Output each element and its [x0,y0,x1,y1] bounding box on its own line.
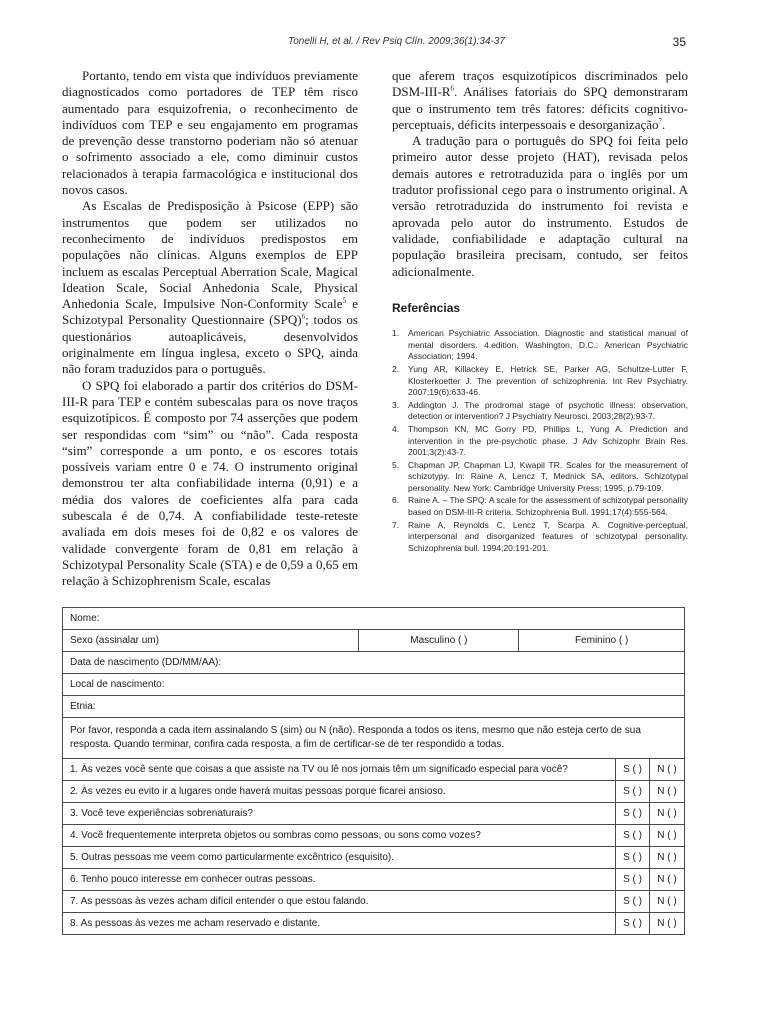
reference-text: Chapman JP, Chapman LJ, Kwapil TR. Scales for the measurement of schizotypy. In: Raine A, Lencz T, Mednick SA, editors. Schizotypal personality. New York: Cambridge University Press; 1995, p.79-109. [408,459,688,493]
reference-text: Addington J. The prodromal stage of psychotic illness: observation, detection or intervention? J Psychiatry Neurosci. 2003;28(2):93-7. [408,399,688,422]
reference-text: Raine A. – The SPQ: A scale for the assessment of schizotypal personality based on DSM-III-R criteria. Schizophrenia Bull. 1991;17(4):555-564. [408,495,688,518]
paragraph: A tradução para o português do SPQ foi feita pelo primeiro autor desse projeto (HAT), revisada pelos demais autores e retrotraduzida para o inglês por um tradutor profissional cego para o instrumento original. A versão retrotraduzida do instrumento foi revista e aprovada pelo autor do instrumento. Estudos de validade, confiabilidade e adaptação cultural na população brasileira precisam, contudo, ser feitos adicionalmente. [392,133,688,279]
no-checkbox[interactable]: N ( ) [650,781,685,803]
yes-checkbox[interactable]: S ( ) [616,759,650,781]
form-row-instructions [63,718,685,759]
reference-item [392,424,688,459]
right-column [392,68,688,555]
references-heading: Referências [392,300,461,315]
reference-item [392,400,688,423]
question-text: 6. Tenho pouco interesse em conhecer outras pessoas. [63,869,616,891]
reference-item [392,328,688,363]
no-checkbox[interactable]: N ( ) [650,759,685,781]
citation: 5 [342,296,347,305]
reference-number: 1. [392,328,400,339]
reference-item [392,460,688,495]
female-option[interactable]: Feminino ( ) [519,630,685,652]
running-head: Tonelli H, et al. / Rev Psiq Clín. 2009;36(1):34-37 [288,36,505,47]
form-row-birthdate [63,652,685,674]
reference-item [392,364,688,399]
reference-number: 6. [392,495,400,506]
male-option[interactable]: Masculino ( ) [359,630,519,652]
form-row-birthplace [63,674,685,696]
question-text: 8. As pessoas às vezes me acham reservado e distante. [63,913,616,935]
no-checkbox[interactable]: N ( ) [650,913,685,935]
paragraph [62,198,358,377]
reference-number: 4. [392,423,400,434]
no-checkbox[interactable]: N ( ) [650,869,685,891]
paragraph [392,68,688,133]
citation: 7 [658,117,663,126]
question-text: 7. As pessoas às vezes acham difícil entender o que estou falando. [63,891,616,913]
text-run: e Schizotypal Personality Questionnaire (SPQ) [62,296,358,328]
text-run: que aferem traços esquizotípicos discriminados pelo DSM-III-R [392,68,688,100]
ethnicity-field[interactable]: Etnia: [63,696,685,718]
question-text: 3. Você teve experiências sobrenaturais? [63,803,616,825]
question-row [63,847,685,869]
spq-questionnaire-form [62,607,685,935]
form-row-name [63,608,685,630]
no-checkbox[interactable]: N ( ) [650,803,685,825]
yes-checkbox[interactable]: S ( ) [616,913,650,935]
text-run: ; todos os questionários autoaplicáveis, desenvolvidos originalmente em língua inglesa, exceto o SPQ, ainda não foram traduzidos para o português. [62,312,358,377]
reference-text: Thompson KN, MC Gorry PD, Phillips L, Yung A. Prediction and intervention in the pre-psychotic phase. J Adv Schizophr Brain Res. 2001;3(2):43-7. [408,423,688,458]
question-row [63,759,685,781]
reference-text: American Psychiatric Association. Diagnostic and statistical manual of mental disorders. 4.edition. Washington, D.C.: American Psychiatric Association; 1994. [408,328,688,362]
question-text: 1. Às vezes você sente que coisas a que assiste na TV ou lê nos jornais têm um significado especial para você? [63,759,616,781]
reference-number: 3. [392,399,400,410]
question-row [63,825,685,847]
text-run: . [662,116,666,132]
sex-label: Sexo (assinalar um) [63,630,359,652]
text-run: As Escalas de Predisposição à Psicose (EPP) são instrumentos que podem ser utilizados no reconhecimento de indivíduos predispostos em populações não clínicas. Alguns exemplos de EPP incluem as escalas Perceptual Aberration Scale, Magical Ideation Scale, Social Anhedonia Scale, Physical Anhedonia Scale, Impulsive Non-Conformity Scale [62,198,358,312]
reference-number: 7. [392,519,400,530]
reference-text: Raine A, Reynolds C, Lencz T, Scarpa A. Cognitive-perceptual, interpersonal and disorganized features of schizotypal personality. Schizophrenia bull. 1994;20:191-201. [408,519,688,553]
reference-text: Yung AR, Killackey E, Hetrick SE, Parker AG, Schultze-Lutter F, Klosterkoetter J. The prevention of schizophrenia. Int Rev Psychiatry. 2007;19(6):633-46. [408,363,688,398]
question-row [63,781,685,803]
yes-checkbox[interactable]: S ( ) [616,891,650,913]
no-checkbox[interactable]: N ( ) [650,847,685,869]
paragraph: O SPQ foi elaborado a partir dos critérios do DSM-III-R para TEP e contém subescalas para os nove traços esquizotípicos. É composto por 74 asserções que podem ser respondidas com “sim” ou “não”. Cada resposta “sim” corresponde a um ponto, e os escores totais possíveis variam entre 0 e 74. O instrumento original demonstrou ter alta confiabilidade interna (0,91) e a média dos valores de coeficientes alfa para cada subescala é de 0,74. A confiabilidade teste-reteste avaliada em dois meses foi de 0,82 e os valores de validade convergente foram de 0,81 em relação à Schizotypal Personality Scale (STA) e de 0,59 a 0,65 em relação à Schizophrenism Scale, escalas [62,377,358,589]
question-row [63,869,685,891]
birthdate-field[interactable]: Data de nascimento (DD/MM/AA): [63,652,685,674]
citation: 6 [301,313,306,322]
citation: 6 [450,84,454,93]
left-column [62,68,358,590]
paragraph: Portanto, tendo em vista que indivíduos previamente diagnosticados como portadores de TEP têm risco aumentado para esquizofrenia, o reconhecimento de indivíduos com TEP e seu engajamento em programas de prevenção desse transtorno poderiam não só atenuar o sofrimento associado a ele, como diminuir custos relacionados à terapia farmacológica e institucional dos novos casos. [62,68,358,198]
question-text: 5. Outras pessoas me veem como particularmente excêntrico (esquisito). [63,847,616,869]
reference-number: 2. [392,363,400,374]
references-list [392,328,688,554]
instructions: Por favor, responda a cada item assinalando S (sim) ou N (não). Responda a todos os itens, mesmo que não esteja certo de sua resposta. Quando terminar, confira cada resposta, a fim de certificar-se de ter respondido a todas. [63,718,685,759]
question-row [63,803,685,825]
question-text: 4. Você frequentemente interpreta objetos ou sombras como pessoas, ou sons como vozes? [63,825,616,847]
yes-checkbox[interactable]: S ( ) [616,869,650,891]
form-row-sex [63,630,685,652]
yes-checkbox[interactable]: S ( ) [616,825,650,847]
yes-checkbox[interactable]: S ( ) [616,847,650,869]
no-checkbox[interactable]: N ( ) [650,891,685,913]
question-text: 2. Às vezes eu evito ir a lugares onde haverá muitas pessoas porque ficarei ansioso. [63,781,616,803]
text-run: . Análises fatoriais do SPQ demonstraram que o instrumento tem três fatores: déficits cognitivo-perceptuais, déficits interpessoais e desorganização [392,84,688,132]
form-row-ethnicity [63,696,685,718]
question-row [63,913,685,935]
reference-item [392,520,688,555]
birthplace-field[interactable]: Local de nascimento: [63,674,685,696]
question-row [63,891,685,913]
yes-checkbox[interactable]: S ( ) [616,781,650,803]
page-number: 35 [672,35,686,49]
yes-checkbox[interactable]: S ( ) [616,803,650,825]
reference-item [392,495,688,518]
name-field[interactable]: Nome: [63,608,685,630]
no-checkbox[interactable]: N ( ) [650,825,685,847]
reference-number: 5. [392,459,400,470]
